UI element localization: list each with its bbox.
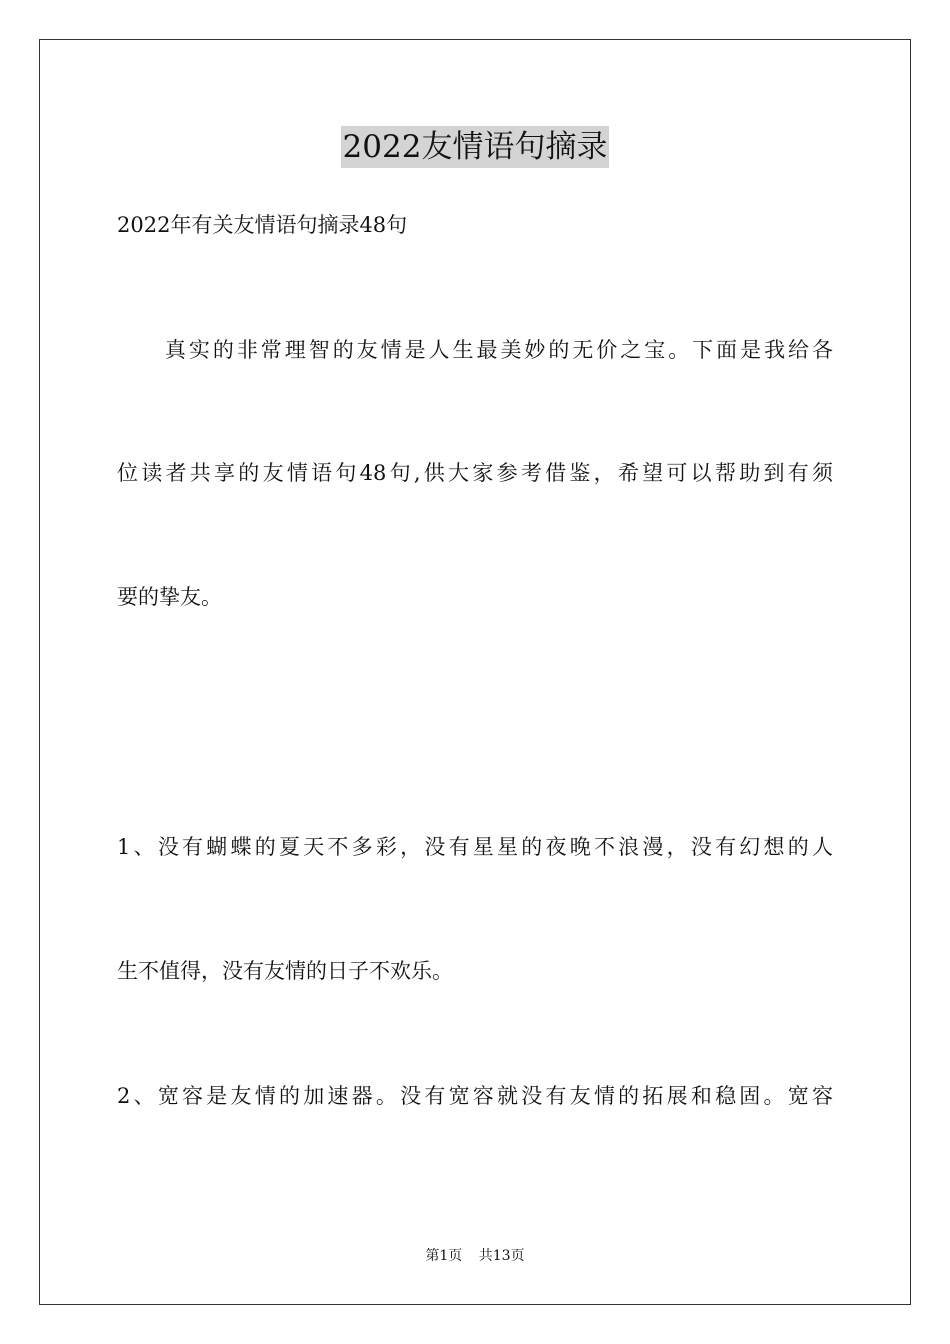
intro-line-1: 真实的非常理智的友情是人生最美妙的无价之宝。下面是我给各 [117,338,833,362]
item-1-line-2: 生不值得，没有友情的日子不欢乐。 [117,959,453,983]
item-1-line-1: 1、没有蝴蝶的夏天不多彩，没有星星的夜晚不浪漫，没有幻想的人 [117,835,833,859]
page-footer [0,1246,950,1266]
intro-line-2: 位读者共享的友情语句48句,供大家参考借鉴，希望可以帮助到有须 [117,461,833,485]
intro-line-3: 要的挚友。 [117,585,222,609]
page-number-current: 第1页 [425,1248,463,1264]
title-container [0,126,950,168]
item-2-line-1: 2、宽容是友情的加速器。没有宽容就没有友情的拓展和稳固。宽容 [117,1084,833,1108]
document-title: 2022友情语句摘录 [341,126,610,168]
document-subtitle: 2022年有关友情语句摘录48句 [117,213,408,237]
page-number-total: 共13页 [478,1248,525,1264]
